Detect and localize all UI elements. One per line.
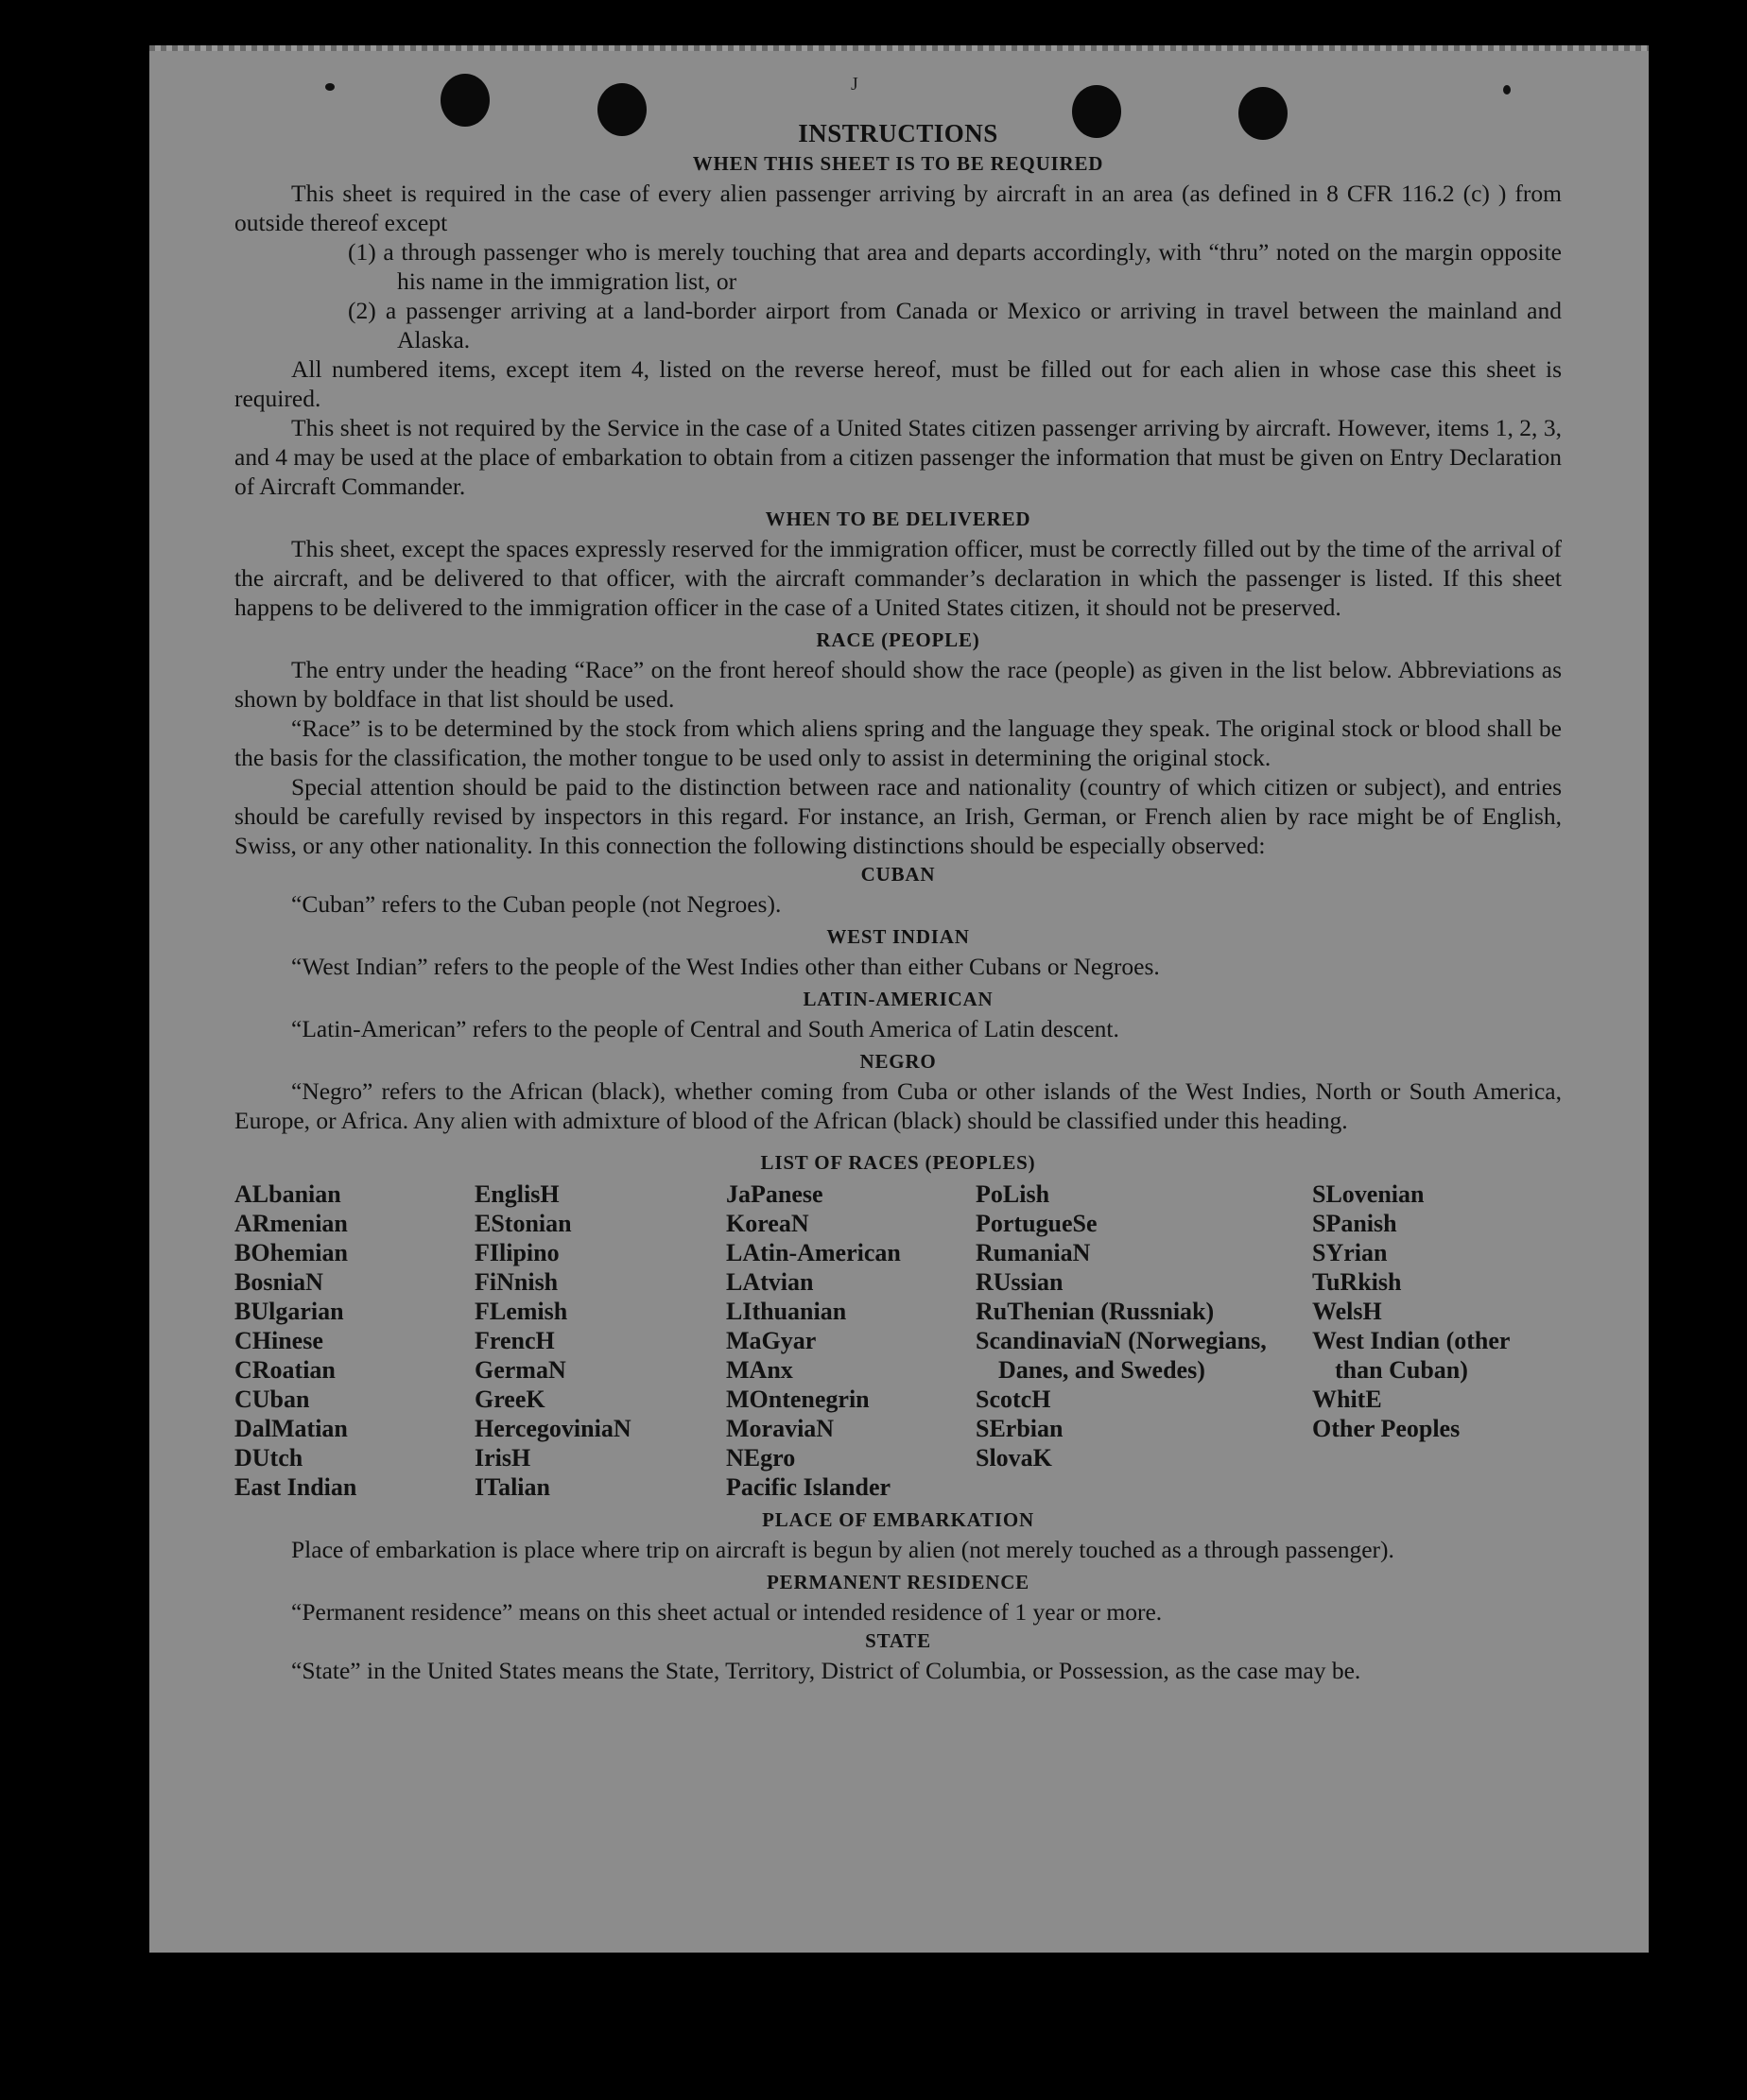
race-entry: SYrian <box>1312 1239 1388 1266</box>
race-entry: DUtch <box>234 1444 303 1472</box>
numbered-items-paragraph: All numbered items, except item 4, listed on the reverse hereof, must be filled out for each alien in whose case this sheet is required. <box>234 355 1562 412</box>
document-page <box>149 45 1649 1953</box>
race-entry: SLovenian <box>1312 1180 1425 1208</box>
latin-american-paragraph: “Latin-American” refers to the people of Central and South America of Latin descent. <box>291 1015 1119 1042</box>
race-paragraph-2: “Race” is to be determined by the stock from which aliens spring and the language they speak. The original stock or blood shall be the basis for the classification, the mother tongue to be used only to assist in determining the original stock. <box>234 714 1562 771</box>
race-entry: FrencH <box>475 1327 555 1354</box>
exception-item-2: (2) a passenger arriving at a land-border airport from Canada or Mexico or arriving in travel between the mainland and Alaska. <box>348 297 1562 353</box>
race-entry: FIlipino <box>475 1239 560 1266</box>
races-column <box>234 1179 475 1502</box>
page-title: INSTRUCTIONS <box>798 119 998 147</box>
section-heading-delivered: WHEN TO BE DELIVERED <box>765 508 1031 530</box>
race-entry: ScotcH <box>976 1386 1051 1413</box>
section-heading-negro: NEGRO <box>859 1050 937 1073</box>
race-entry: FLemish <box>475 1298 568 1325</box>
residence-paragraph: “Permanent residence” means on this sheet actual or intended residence of 1 year or more. <box>291 1598 1163 1626</box>
race-entry: PoLish <box>976 1180 1050 1208</box>
races-column <box>726 1179 976 1502</box>
race-entry: BosniaN <box>234 1268 323 1296</box>
race-entry: KoreaN <box>726 1210 809 1237</box>
race-entry: LAtvian <box>726 1268 814 1296</box>
race-entry: ITalian <box>475 1473 550 1501</box>
races-column <box>976 1179 1312 1502</box>
west-indian-paragraph: “West Indian” refers to the people of the West Indies other than either Cubans or Negroes. <box>291 953 1160 980</box>
race-entry: GermaN <box>475 1356 566 1384</box>
race-entry: ARmenian <box>234 1210 348 1237</box>
ink-speck <box>325 83 335 91</box>
races-column <box>1312 1179 1562 1502</box>
perforated-edge <box>149 45 1649 51</box>
section-heading-state: STATE <box>865 1629 931 1652</box>
race-entry: CRoatian <box>234 1356 336 1384</box>
race-entry: BOhemian <box>234 1239 348 1266</box>
race-entry: MoraviaN <box>726 1415 835 1442</box>
race-entry: MaGyar <box>726 1327 817 1354</box>
race-entry: RumaniaN <box>976 1239 1091 1266</box>
embarkation-paragraph: Place of embarkation is place where trip on aircraft is begun by alien (not merely touched as a through passenger). <box>291 1536 1394 1563</box>
required-paragraph: This sheet is required in the case of every alien passenger arriving by aircraft in an area (as defined in 8 CFR 116.2 (c) ) from outside thereof except <box>234 180 1562 236</box>
race-entry: JaPanese <box>726 1180 823 1208</box>
race-entry: IrisH <box>475 1444 531 1472</box>
section-heading-list-of-races: LIST OF RACES (PEOPLES) <box>760 1151 1036 1174</box>
race-entry: West Indian (other than Cuban) <box>1312 1327 1510 1384</box>
race-entry: SErbian <box>976 1415 1064 1442</box>
section-heading-race: RACE (PEOPLE) <box>816 628 980 651</box>
races-column <box>475 1179 726 1502</box>
race-entry: FiNnish <box>475 1268 559 1296</box>
race-entry: East Indian <box>234 1473 357 1501</box>
race-entry: SPanish <box>1312 1210 1397 1237</box>
delivered-paragraph: This sheet, except the spaces expressly reserved for the immigration officer, must be correctly filled out by the time of the arrival of the aircraft, and be delivered to that officer, with the aircraft commander’s declaration in which the passenger is listed. If this sheet happens to be delivered to the immigration officer in the case of a United States citizen, it should not be preserved. <box>234 535 1562 621</box>
section-heading-required: WHEN THIS SHEET IS TO BE REQUIRED <box>692 152 1104 175</box>
race-entry: RUssian <box>976 1268 1064 1296</box>
section-heading-embarkation: PLACE OF EMBARKATION <box>762 1508 1034 1531</box>
race-entry: LAtin-American <box>726 1239 901 1266</box>
races-list <box>234 1179 1562 1502</box>
exception-item-1: (1) a through passenger who is merely touching that area and departs accordingly, with “thru” noted on the margin opposite his name in the immigration list, or <box>348 238 1562 295</box>
race-paragraph-3: Special attention should be paid to the distinction between race and nationality (country of which citizen or subject), and entries should be carefully revised by inspectors in this regard. For instance, an Irish, German, or French alien by race might be of English, Swiss, or any other nationality. In this connection the following distinctions should be especially observed: <box>234 773 1562 859</box>
state-paragraph: “State” in the United States means the State, Territory, District of Columbia, or Possession, as the case may be. <box>291 1657 1361 1684</box>
race-entry: CHinese <box>234 1327 323 1354</box>
race-entry: EnglisH <box>475 1180 560 1208</box>
race-entry: WhitE <box>1312 1386 1382 1413</box>
page-mark: J <box>851 74 858 95</box>
race-entry: LIthuanian <box>726 1298 847 1325</box>
race-entry: HercegoviniaN <box>475 1415 631 1442</box>
race-paragraph-1: The entry under the heading “Race” on the front hereof should show the race (people) as given in the list below. Abbreviations as shown by boldface in that list should be used. <box>234 656 1562 713</box>
section-heading-west-indian: WEST INDIAN <box>826 925 970 948</box>
race-entry: TuRkish <box>1312 1268 1402 1296</box>
race-entry: CUban <box>234 1386 310 1413</box>
race-entry: MAnx <box>726 1356 793 1384</box>
citizen-paragraph: This sheet is not required by the Service in the case of a United States citizen passenger arriving by aircraft. However, items 1, 2, 3, and 4 may be used at the place of embarkation to obtain from a citizen passenger the information that must be given on Entry Declaration of Aircraft Commander. <box>234 414 1562 500</box>
section-heading-cuban: CUBAN <box>860 863 936 886</box>
negro-paragraph: “Negro” refers to the African (black), whether coming from Cuba or other islands of the West Indies, North or South America, Europe, or Africa. Any alien with admixture of blood of the African (black) should be classified under this heading. <box>234 1077 1562 1134</box>
race-entry: WelsH <box>1312 1298 1382 1325</box>
race-entry: NEgro <box>726 1444 796 1472</box>
race-entry: RuThenian (Russniak) <box>976 1298 1215 1325</box>
race-entry: BUlgarian <box>234 1298 344 1325</box>
race-entry: MOntenegrin <box>726 1386 870 1413</box>
race-entry: EStonian <box>475 1210 572 1237</box>
ink-speck <box>1503 85 1511 95</box>
section-heading-permanent-residence: PERMANENT RESIDENCE <box>767 1571 1029 1593</box>
instructions-body <box>234 117 1562 1685</box>
race-entry: Pacific Islander <box>726 1473 891 1501</box>
race-entry: GreeK <box>475 1386 545 1413</box>
cuban-paragraph: “Cuban” refers to the Cuban people (not Negroes). <box>291 890 782 918</box>
section-heading-latin-american: LATIN-AMERICAN <box>803 988 994 1010</box>
race-entry: DalMatian <box>234 1415 348 1442</box>
race-entry: PortugueSe <box>976 1210 1098 1237</box>
race-entry: SlovaK <box>976 1444 1052 1472</box>
race-entry: ALbanian <box>234 1180 341 1208</box>
race-entry: Other Peoples <box>1312 1415 1461 1442</box>
race-entry: ScandinaviaN (Norwegians, Danes, and Swedes) <box>976 1327 1267 1384</box>
